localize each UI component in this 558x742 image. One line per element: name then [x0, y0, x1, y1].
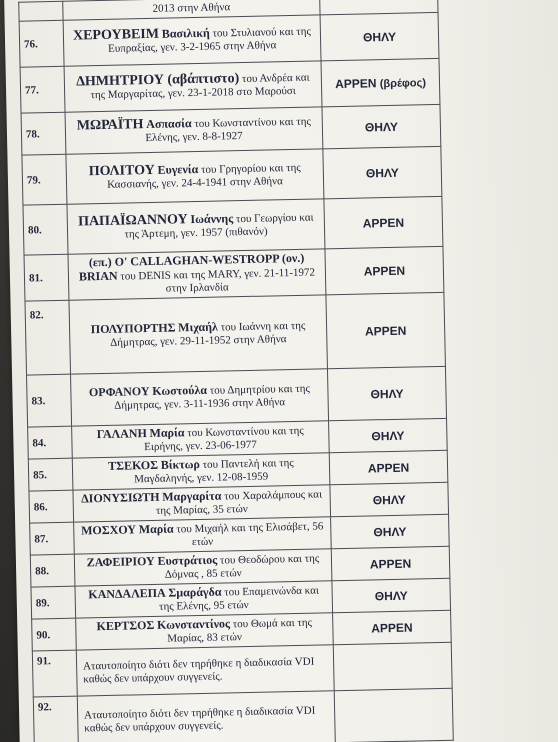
row-number: 84.	[28, 426, 73, 459]
row-details: του Επαμεινώνδα και της Ελένης, 95 ετών	[158, 584, 320, 613]
table-row	[23, 196, 443, 255]
row-details: του Χαραλάμπους και της Μαρίας, 35 ετών	[155, 488, 323, 517]
row-details: του DENIS και της MARY, γεν. 21-11-1972 στην Ιρλανδία	[120, 266, 316, 295]
row-number: 87.	[30, 522, 75, 555]
row-name	[72, 421, 330, 458]
row-number: 91.	[32, 650, 77, 697]
row-surname: ΤΣΕΚΟΣ	[108, 457, 159, 473]
row-given-name: Μαρία	[138, 521, 174, 537]
row-details: του Ιωάννη και της Δήμητρας, γεν. 29-11-1952 στην Αθήνα	[110, 319, 306, 349]
row-surname: ΠΑΠΑΪΩΑΝΝΟΥ	[77, 212, 188, 230]
table-row	[33, 688, 453, 742]
row-name	[74, 517, 332, 554]
row-sex: ΘΗΛΥ	[320, 12, 439, 60]
row-number: 80.	[23, 204, 68, 255]
row-sex: ΘΗΛΥ	[330, 482, 449, 516]
table-row	[27, 366, 447, 427]
row-details: του Γεωργίου και της Άρτεμη, γεν. 1957 (πιθανόν)	[124, 211, 314, 241]
row-sex: ΑΡΡΕΝ	[333, 610, 452, 644]
row-number: 85.	[28, 458, 73, 491]
row-sex: ΑΡΡΕΝ	[324, 196, 443, 248]
row-sex: ΘΗΛΥ	[328, 366, 447, 420]
row-surname: ΟΡΦΑΝΟΥ	[88, 384, 150, 400]
row-number: 89.	[31, 586, 76, 619]
row-given-name: Ασπασία	[146, 116, 192, 132]
row-details: του Κωνσταντίνου και της Ειρήνης, γεν. 23-06-1977	[144, 424, 304, 454]
row-given-name: Κωνσταντίνος	[156, 616, 231, 632]
row-sex: ΑΡΡΕΝ	[331, 546, 450, 580]
row-name	[63, 15, 321, 66]
row-details: του Μιχαήλ και της Ελισάβετ, 56 ετών	[176, 520, 324, 549]
row-given-name: Ιωάννης	[190, 211, 234, 227]
row-sex: ΘΗΛΥ	[329, 418, 448, 452]
row-number: 92.	[33, 696, 78, 742]
row-surname: (επ.) Ο' CALLAGHAN-WESTROPP (ον.) BRIAN	[78, 250, 305, 284]
row-name	[66, 149, 324, 204]
row-surname: ΧΕΡΟΥΒΕΙΜ	[72, 26, 160, 44]
row-sex: ΑΡΡΕΝ	[325, 246, 444, 294]
row-name	[76, 613, 334, 650]
row-surname: ΜΟΣΧΟΥ	[80, 522, 137, 538]
row-sex-note: (βρέφος)	[379, 76, 427, 90]
row-name	[69, 295, 328, 374]
row-details: του Παντελή και της Μαγδαληνής, γεν. 12-08-1959	[134, 457, 294, 486]
row-sex	[334, 688, 453, 742]
row-given-name: Μιχαήλ	[178, 319, 219, 335]
row-surname: ΓΑΛΑΝΗ	[96, 426, 147, 442]
row-given-name: Σμαράγδα	[168, 584, 222, 600]
row-sex: ΘΗΛΥ	[331, 514, 450, 548]
row-sex: ΘΗΛΥ	[332, 578, 451, 612]
row-name	[65, 107, 323, 154]
row-name	[74, 549, 332, 586]
row-sex	[321, 58, 440, 106]
row-name	[68, 249, 326, 300]
row-number: 77.	[20, 66, 65, 113]
row-name	[76, 645, 334, 696]
row-details: Αταυτοποίητο διότι δεν τηρήθηκε η διαδικασία VDI καθώς δεν υπάρχουν συγγενείς.	[82, 655, 315, 685]
row-number: 88.	[30, 554, 75, 587]
row-name	[64, 61, 322, 112]
row-number: 83.	[27, 374, 72, 427]
row-surname: ΜΩΡΑΪΤΗ	[76, 117, 144, 134]
document-page	[4, 0, 558, 742]
row-number: 82.	[25, 300, 70, 375]
row-name	[70, 369, 328, 426]
row-details: του Δημητρίου και της Δήμητρας, γεν. 3-11-1936 στην Αθήνα	[114, 382, 310, 412]
row-sex: ΘΗΛΥ	[323, 146, 442, 198]
victims-table	[18, 0, 454, 742]
row-details: του Θωμά και της Μαρίας, 83 ετών	[167, 616, 313, 645]
row-number: 79.	[22, 154, 67, 205]
table-row	[22, 146, 442, 205]
row-details: Αταυτοποίητο διότι δεν τηρήθηκε η διαδικασία VDI καθώς δεν υπάρχουν συγγενείς.	[83, 704, 316, 734]
row-name	[67, 199, 325, 254]
row-given-name: Βασιλική	[161, 25, 210, 41]
row-details: του Κωνσταντίνου και της Ελένης, γεν. 8-8-1927	[145, 115, 311, 145]
row-sex: ΑΡΡΕΝ	[326, 292, 445, 368]
row-sex: ΘΗΛΥ	[322, 104, 441, 148]
row-given-name: Κωστούλα	[152, 382, 208, 398]
row-surname: ΠΟΛΥΠΟΡΤΗΣ	[90, 320, 176, 337]
row-given-name: Μαρία	[149, 425, 185, 441]
row-name	[72, 453, 330, 490]
row-surname: ΚΑΝΔΑΛΕΠΑ	[88, 585, 166, 602]
row-name: 2013 στην Αθήνα	[63, 0, 320, 20]
row-name	[77, 691, 335, 742]
row-sex	[333, 642, 452, 690]
row-surname: ΚΕΡΤΣΟΣ	[96, 617, 155, 634]
row-number: 81.	[24, 254, 69, 301]
row-details: του Θεοδώρου και της Δόμνας , 85 ετών	[164, 552, 320, 581]
row-given-name: Ευγενία	[157, 161, 199, 177]
row-number: 78.	[21, 112, 66, 155]
row-surname: ΔΗΜΗΤΡΙΟΥ (αβάπτιστο)	[75, 71, 240, 90]
row-number: 90.	[32, 618, 77, 651]
row-details: του Γρηγορίου και της Κασσιανής, γεν. 24-4-1941 στην Αθήνα	[107, 161, 301, 191]
row-number	[19, 1, 63, 21]
row-name	[73, 485, 331, 522]
row-name	[75, 581, 333, 618]
row-number: 86.	[29, 490, 74, 523]
row-surname: ΔΙΟΝΥΣΙΩΤΗ	[81, 489, 160, 506]
row-details: του Στυλιανού και της Ευπραξίας, γεν. 3-2-1965 στην Αθήνα	[107, 25, 311, 55]
row-surname: ΖΑΦΕΙΡΙΟΥ	[86, 553, 155, 570]
row-given-name: Βίκτωρ	[160, 457, 201, 472]
row-sex-value: ΑΡΡΕΝ	[334, 75, 377, 91]
row-given-name: Ευστράτιος	[157, 552, 218, 568]
row-details: του Ανδρέα και της Μαργαρίτας, γεν. 23-1-2018 στο Μαρούσι	[90, 71, 310, 102]
row-surname: ΠΟΛΙΤΟΥ	[88, 162, 155, 180]
row-given-name: Μαργαρίτα	[162, 488, 222, 504]
row-number: 76.	[19, 20, 64, 67]
table-row	[25, 292, 445, 375]
row-sex: ΑΡΡΕΝ	[329, 450, 448, 484]
